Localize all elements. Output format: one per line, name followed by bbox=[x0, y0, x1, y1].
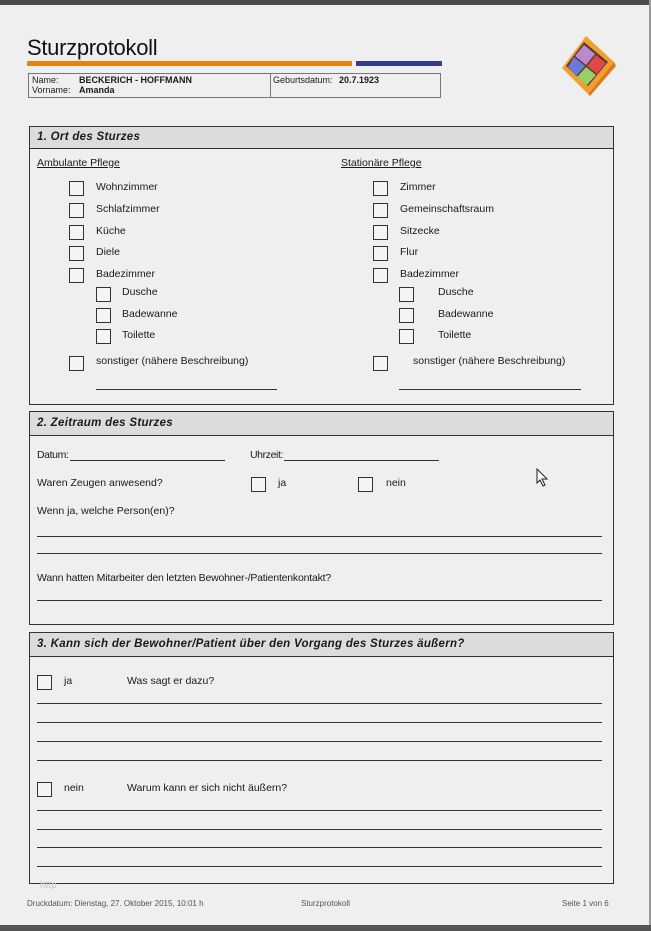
checkbox-schlafzimmer[interactable] bbox=[69, 203, 84, 218]
option-label: Badezimmer bbox=[400, 268, 459, 280]
option-label: Sitzecke bbox=[400, 225, 440, 237]
stationaer-label: Stationäre Pflege bbox=[341, 157, 422, 169]
checkbox-zimmer[interactable] bbox=[373, 181, 388, 196]
option-label: Dusche bbox=[122, 286, 158, 298]
footer-page-number: Seite 1 von 6 bbox=[562, 899, 609, 908]
option-label: Badewanne bbox=[438, 308, 494, 320]
option-label: Schlafzimmer bbox=[96, 203, 160, 215]
date-label: Datum: bbox=[37, 449, 69, 461]
firstname-value: Amanda bbox=[79, 85, 115, 95]
time-label: Uhrzeit: bbox=[250, 449, 283, 461]
birthdate-label: Geburtsdatum: bbox=[273, 75, 333, 85]
other-description-line[interactable] bbox=[96, 389, 277, 390]
accent-bar-blue bbox=[356, 61, 442, 66]
top-border bbox=[0, 0, 651, 5]
checkbox-statement-yes[interactable] bbox=[37, 675, 52, 690]
box-divider bbox=[270, 74, 271, 97]
option-label: Flur bbox=[400, 246, 419, 258]
option-label: Wohnzimmer bbox=[96, 181, 158, 193]
name-value: BECKERICH - HOFFMANN bbox=[79, 75, 192, 85]
checkbox-dusche[interactable] bbox=[96, 287, 111, 302]
date-field[interactable] bbox=[70, 460, 225, 461]
answer-line[interactable] bbox=[37, 741, 602, 742]
name-label: Name: bbox=[32, 75, 59, 85]
option-label: Badezimmer bbox=[96, 268, 155, 280]
no-question: Warum kann er sich nicht äußern? bbox=[127, 782, 288, 794]
other-description-line[interactable] bbox=[399, 389, 581, 390]
option-label: Gemeinschaftsraum bbox=[400, 203, 494, 215]
mouse-cursor-icon bbox=[536, 468, 550, 488]
option-label: Küche bbox=[96, 225, 126, 237]
option-label: Dusche bbox=[438, 286, 474, 298]
checkbox-toilette[interactable] bbox=[96, 329, 111, 344]
checkbox-wohnzimmer[interactable] bbox=[69, 181, 84, 196]
ambulant-label: Ambulante Pflege bbox=[37, 157, 120, 169]
bottom-border bbox=[0, 925, 651, 931]
checkbox-sonstiger-stationaer[interactable] bbox=[373, 356, 388, 371]
witness-question: Waren Zeugen anwesend? bbox=[37, 477, 163, 489]
option-label: sonstiger (nähere Beschreibung) bbox=[413, 355, 566, 367]
section-heading: 3. Kann sich der Bewohner/Patient über den Vorgang des Sturzes äußern? bbox=[30, 633, 613, 657]
answer-line[interactable] bbox=[37, 829, 602, 830]
no-label: nein bbox=[386, 477, 406, 489]
checkbox-diele[interactable] bbox=[69, 246, 84, 261]
footer-print-date: Druckdatum: Dienstag, 27. Oktober 2015, 10:01 h bbox=[27, 899, 204, 908]
checkbox-dusche-stationaer[interactable] bbox=[399, 287, 414, 302]
yes-label: ja bbox=[278, 477, 287, 489]
section-heading: 1. Ort des Sturzes bbox=[30, 127, 613, 149]
document-title: Sturzprotokoll bbox=[27, 35, 158, 60]
footer-title: Sturzprotokoll bbox=[301, 899, 350, 908]
option-label: Toilette bbox=[122, 329, 156, 341]
checkbox-badewanne[interactable] bbox=[96, 308, 111, 323]
checkbox-witness-no[interactable] bbox=[358, 477, 373, 492]
option-label: Badewanne bbox=[122, 308, 178, 320]
checkbox-sitzecke[interactable] bbox=[373, 225, 388, 240]
answer-line[interactable] bbox=[37, 760, 602, 761]
answer-line[interactable] bbox=[37, 810, 602, 811]
option-label: Toilette bbox=[438, 329, 472, 341]
checkbox-statement-no[interactable] bbox=[37, 782, 52, 797]
section-location bbox=[29, 126, 614, 405]
logo-icon bbox=[558, 34, 618, 96]
firstname-label: Vorname: bbox=[32, 85, 71, 95]
checkbox-toilette-stationaer[interactable] bbox=[399, 329, 414, 344]
accent-bar-orange bbox=[27, 61, 352, 66]
last-contact-question: Wann hatten Mitarbeiter den letzten Bewohner-/Patientenkontakt? bbox=[37, 572, 332, 584]
time-field[interactable] bbox=[284, 460, 439, 461]
checkbox-gemeinschaftsraum[interactable] bbox=[373, 203, 388, 218]
answer-line[interactable] bbox=[37, 866, 602, 867]
option-label: Diele bbox=[96, 246, 120, 258]
checkbox-flur[interactable] bbox=[373, 246, 388, 261]
persons-line[interactable] bbox=[37, 553, 602, 554]
checkbox-badezimmer[interactable] bbox=[69, 268, 84, 283]
yes-question: Was sagt er dazu? bbox=[127, 675, 215, 687]
section-heading: 2. Zeitraum des Sturzes bbox=[30, 412, 613, 436]
persons-question: Wenn ja, welche Person(en)? bbox=[37, 505, 175, 517]
section-statement bbox=[29, 632, 614, 884]
persons-line[interactable] bbox=[37, 536, 602, 537]
last-contact-line[interactable] bbox=[37, 600, 602, 601]
patient-info-box bbox=[28, 73, 441, 98]
option-label: Zimmer bbox=[400, 181, 436, 193]
answer-line[interactable] bbox=[37, 847, 602, 848]
no-label: nein bbox=[64, 782, 84, 794]
checkbox-kueche[interactable] bbox=[69, 225, 84, 240]
checkbox-badewanne-stationaer[interactable] bbox=[399, 308, 414, 323]
faint-watermark-text: http bbox=[40, 880, 57, 891]
answer-line[interactable] bbox=[37, 722, 602, 723]
answer-line[interactable] bbox=[37, 703, 602, 704]
yes-label: ja bbox=[64, 675, 73, 687]
birthdate-value: 20.7.1923 bbox=[339, 75, 380, 85]
checkbox-sonstiger[interactable] bbox=[69, 356, 84, 371]
option-label: sonstiger (nähere Beschreibung) bbox=[96, 355, 249, 367]
checkbox-badezimmer-stationaer[interactable] bbox=[373, 268, 388, 283]
section-time bbox=[29, 411, 614, 625]
checkbox-witness-yes[interactable] bbox=[251, 477, 266, 492]
